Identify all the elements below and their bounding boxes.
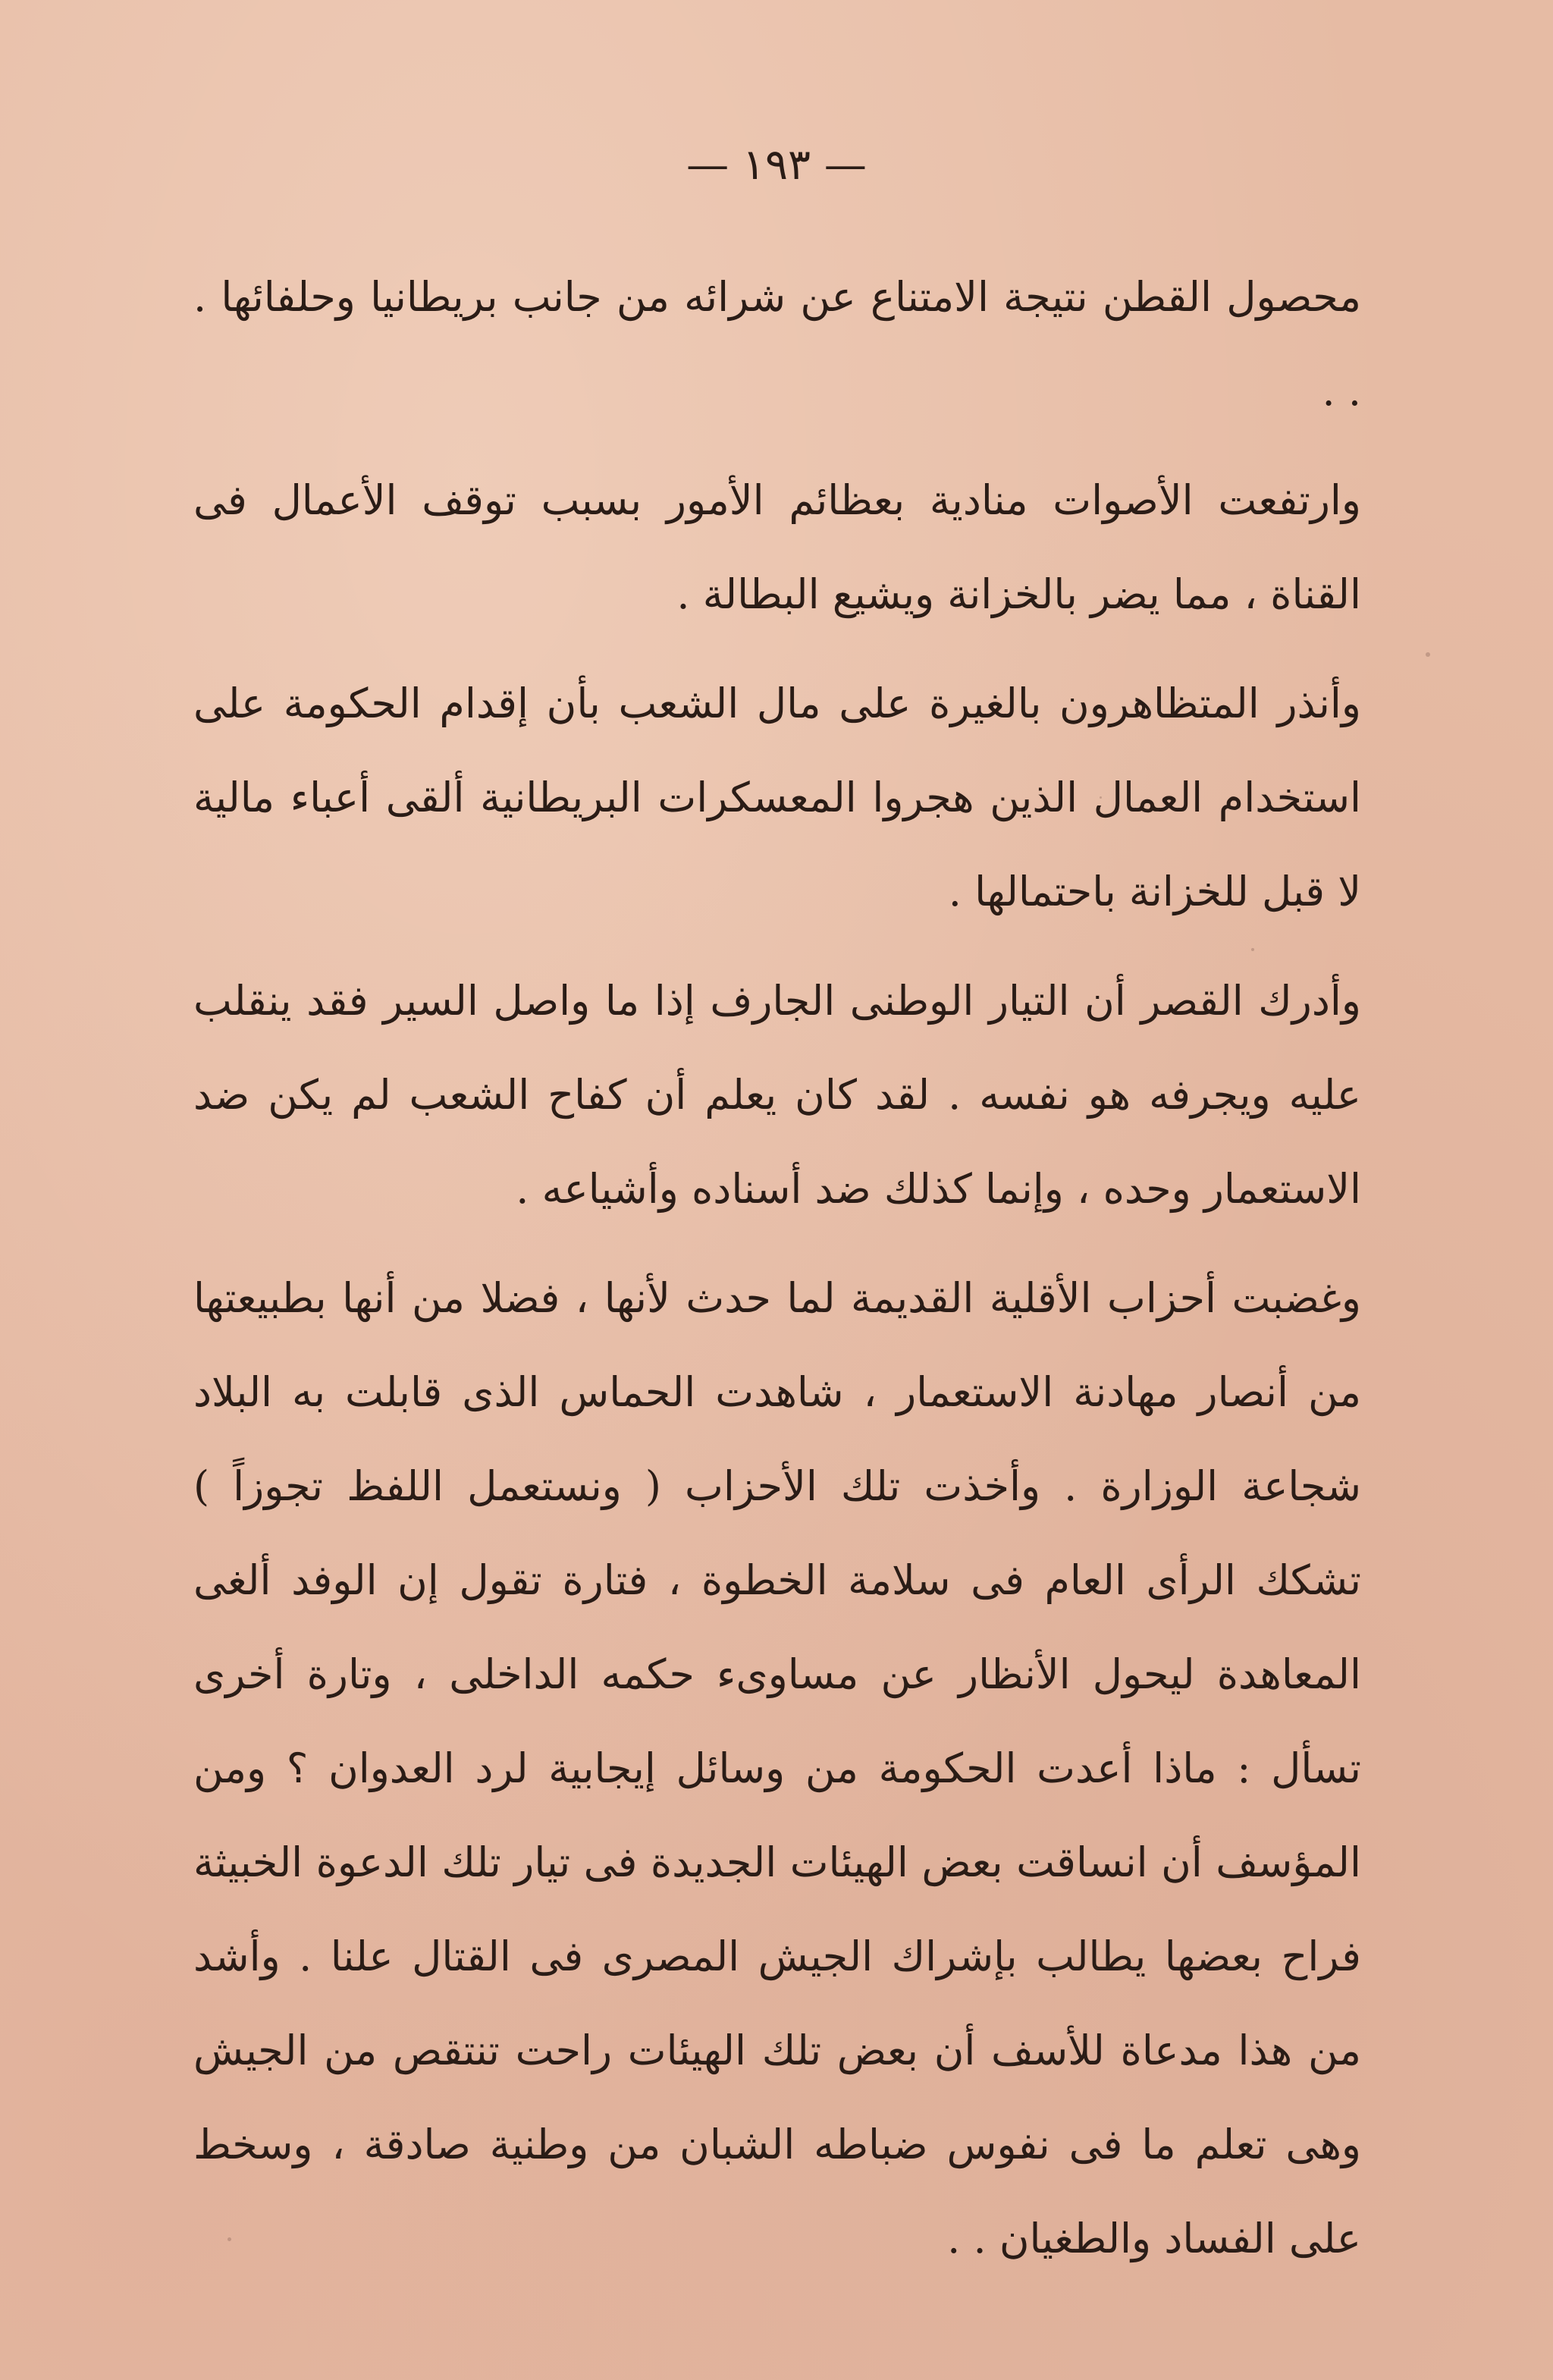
page-number: — ١٩٣ — (686, 140, 867, 190)
paragraph-3: وأنذر المتظاهرون بالغيرة على مال الشعب بأن إقدام الحكومة على استخدام العمال الذين هجروا المعسكرات البريطانية ألقى أعباء مالية لا قبل للخزانة باحتمالها . (193, 680, 1361, 915)
paragraph-4: وأدرك القصر أن التيار الوطنى الجارف إذا ما واصل السير فقد ينقلب عليه ويجرفه هو نفسه . لقد كان يعلم أن كفاح الشعب لم يكن ضد الاستعمار وحده ، وإنما كذلك ضد أسناده وأشياعه . (193, 977, 1361, 1213)
paragraph-5: وغضبت أحزاب الأقلية القديمة لما حدث لأنها ، فضلا من أنها بطبيعتها من أنصار مهادنة الاستعمار ، شاهدت الحماس الذى قابلت به البلاد شجاعة الوزارة . وأخذت تلك الأحزاب ( ونستعمل اللفظ تجوزاً ) تشكك الرأى العام فى سلامة الخطوة ، فتارة تقول إن الوفد ألغى المعاهدة ليحول الأنظار عن مساوىء حكمه الداخلى ، وتارة أخرى تسأل : ماذا أعدت الحكومة من وسائل إيجابية لرد العدوان ؟ ومن المؤسف أن انساقت بعض الهيئات الجديدة فى تيار تلك الدعوة الخبيثة فراح بعضها يطالب بإشراك الجيش المصرى فى القتال علنا . وأشد من هذا مدعاة للأسف أن بعض تلك الهيئات راحت تنتقص من الجيش وهى تعلم ما فى نفوس ضباطه الشبان من وطنية صادقة ، وسخط على الفساد والطغيان . . (193, 1274, 1361, 2262)
paper-speck (1426, 652, 1430, 657)
body-text (193, 250, 1361, 2301)
paragraph-2: وارتفعت الأصوات منادية بعظائم الأمور بسبب توقف الأعمال فى القناة ، مما يضر بالخزانة ويشيع البطالة . (193, 476, 1361, 618)
paragraph-1: محصول القطن نتيجة الامتناع عن شرائه من جانب بريطانيا وحلفائها . . . (193, 273, 1361, 415)
